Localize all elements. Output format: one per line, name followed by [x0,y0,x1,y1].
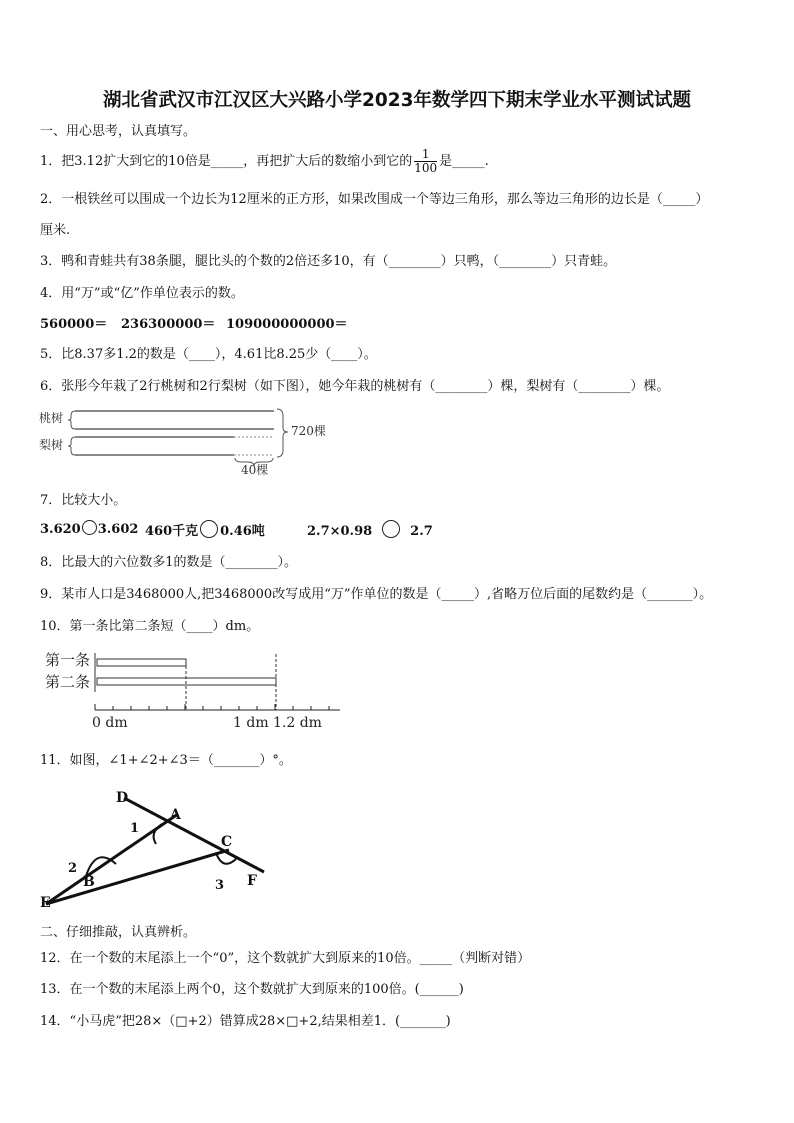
point-b-label: B [83,874,95,890]
q7-a-right: 3.602 [97,522,139,537]
question-8: 8．比最大的六位数多1的数是（________）。 [40,555,298,570]
fraction-denominator: 100 [414,161,438,175]
page-title: 湖北省武汉市江汉区大兴路小学2023年数学四下期末学业水平测试试题 [103,90,691,111]
fraction-numerator: 1 [414,148,437,162]
second-segment-label: 第二条 [45,673,91,691]
question-1-text-b: 是_____. [439,154,489,169]
question-4: 4．用“万”或“亿”作单位表示的数。 [40,286,244,301]
question-1-text-a: 1．把3.12扩大到它的10倍是_____，再把扩大后的数缩小到它的 [40,154,413,169]
angle-diagram [38,786,268,911]
question-6: 6．张彤今年栽了2行桃树和2行梨树（如下图），她今年栽的桃树有（________）棵，梨树有（________）棵。 [40,379,670,394]
peach-tree-label: 桃树 [39,411,64,425]
fraction [414,148,437,175]
point-f-label: F [247,873,257,889]
difference-40-label: 40棵 [241,463,269,476]
question-12: 12．在一个数的末尾添上一个“0”，这个数就扩大到原来的10倍。_____（判断对错） [40,951,531,966]
q7-item-c [307,520,433,539]
question-10: 10．第一条比第二条短（____）dm。 [40,619,260,634]
q7-b-left: 460千克 [145,524,199,539]
angle-3-label: 3 [215,878,225,893]
question-14: 14．“小马虎”把28×（□+2）错算成28×□+2,结果相差1．(_______) [40,1014,451,1029]
segment-length-diagram [40,644,350,736]
q7-b-right: 0.46吨 [220,524,265,539]
question-13: 13．在一个数的末尾添上两个0，这个数就扩大到原来的100倍。(______) [40,982,464,997]
q4-item-2: 236300000＝ [121,317,216,332]
q7-c-left: 2.7×0.98 [307,524,373,539]
section-1-heading: 一、用心思考，认真填写。 [40,124,197,139]
question-2: 2．一根铁丝可以围成一个边长为12厘米的正方形，如果改围成一个等边三角形，那么等边三角形的边长是（_____） [40,192,709,207]
compare-circle[interactable] [82,520,97,535]
first-segment-bar [97,659,186,666]
q7-item-a [40,520,138,537]
question-2-continued: 厘米. [40,223,71,238]
q4-item-1: 560000＝ [40,317,108,332]
question-5: 5．比8.37多1.2的数是（____），4.61比8.25少（____）。 [40,347,377,362]
pear-tree-label: 梨树 [39,438,64,452]
question-1 [40,148,489,175]
question-11: 11．如图，∠1+∠2+∠3＝（_______）°。 [40,753,292,768]
compare-circle[interactable] [382,520,400,538]
angle-1-label: 1 [130,821,140,836]
q7-c-right: 2.7 [410,524,433,539]
question-7: 7．比较大小。 [40,493,127,508]
tick-label-1-2: 1.2 dm [273,715,322,731]
question-9: 9．某市人口是3468000人,把3468000改写成用“万”作单位的数是（_____）,省略万位后面的尾数约是（_______）。 [40,587,713,602]
q7-item-b [145,520,265,539]
first-segment-label: 第一条 [45,651,91,669]
tick-label-1: 1 dm [233,715,269,731]
q4-item-3: 109000000000＝ [226,317,348,332]
total-720-label: 720棵 [291,424,326,438]
point-c-label: C [221,834,233,850]
point-e-label: E [40,895,51,911]
tree-rows-diagram [36,404,336,476]
q7-a-left: 3.620 [40,522,81,537]
question-3: 3．鸭和青蛙共有38条腿，腿比头的个数的2倍还多10，有（________）只鸭，（________）只青蛙。 [40,254,617,269]
section-2-heading: 二、仔细推敲，认真辨析。 [40,925,197,940]
compare-circle[interactable] [200,520,218,538]
point-a-label: A [170,807,181,823]
point-d-label: D [116,790,129,806]
tick-label-0: 0 dm [92,715,128,731]
angle-2-label: 2 [68,861,78,876]
